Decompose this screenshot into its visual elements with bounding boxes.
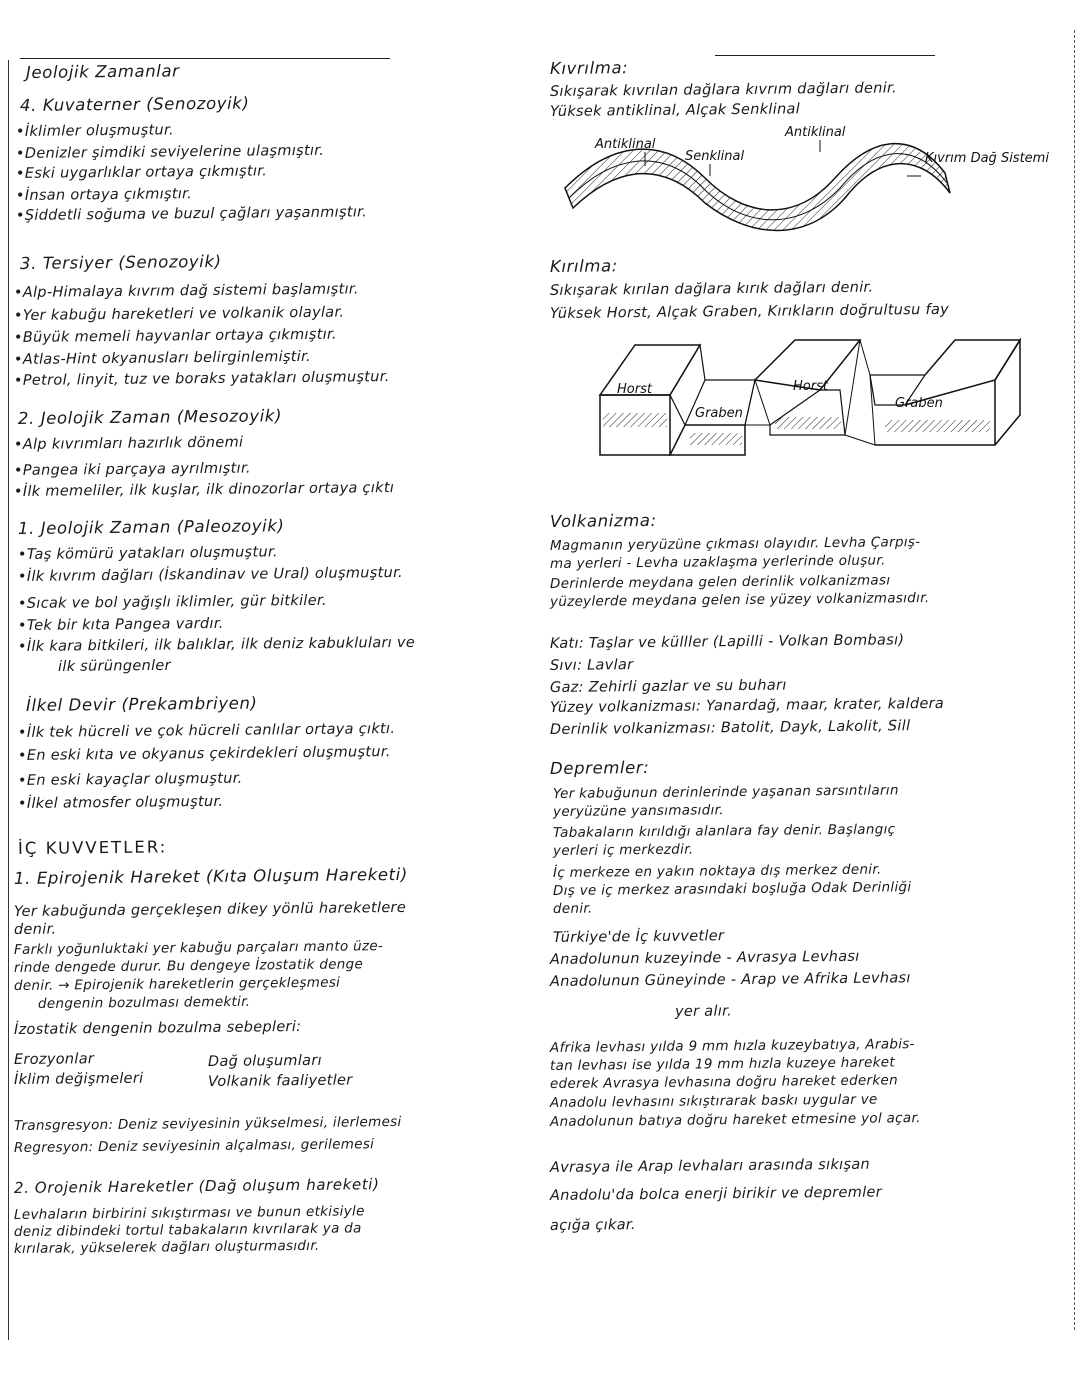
left-margin-line [8, 60, 9, 1340]
text-line: Sıkışarak kıvrılan dağlara kıvrım dağları denir. [549, 80, 897, 100]
text-line: Yer kabuğunda gerçekleşen dikey yönlü hareketlere [13, 899, 407, 920]
volcano-type: Sıvı: Lavlar [549, 657, 634, 674]
text-line: denir. → Epirojenik hareketlerin gerçekleşmesi [13, 974, 341, 994]
fold-label-system: Kıvrım Dağ Sistemi [925, 151, 1049, 166]
text-line: Avrasya ile Arap levhaları arasında sıkışan [549, 1156, 871, 1176]
kuvaterner-heading: 4. Kuvaterner (Senozoyik) [19, 93, 250, 115]
izo-cause: Volkanik faaliyetler [207, 1072, 353, 1090]
text-line: dengenin bozulması demektir. [37, 993, 251, 1012]
horst-label-1: Horst [617, 382, 652, 397]
volcano-type: Derinlik volkanizması: Batolit, Dayk, Lakolit, Sill [549, 718, 911, 738]
horst-graben-diagram [595, 335, 1025, 475]
fold-label-senklinal: Senklinal [685, 149, 745, 164]
text-line: Yer kabuğunun derinlerinde yaşanan sarsıntıların [552, 782, 899, 802]
list-item: •En eski kıta ve okyanus çekirdekleri oluşmuştur. [17, 744, 391, 764]
text-line: yer alır. [674, 1003, 733, 1020]
list-item: •Büyük memeli hayvanlar ortaya çıkmıştır. [13, 326, 337, 346]
text-line: yeryüzüne yansımasıdır. [552, 802, 724, 820]
volcano-type: Yüzey volkanizması: Yanardağ, maar, krater, kaldera [549, 695, 945, 716]
volcano-type: Katı: Taşlar ve külller (Lapilli - Volkan Bombası) [549, 632, 905, 652]
text-line: tan levhası ise yılda 19 mm hızla kuzeye hareket [549, 1054, 896, 1074]
text-line: açığa çıkar. [549, 1217, 636, 1234]
list-item: •İlk kıvrım dağları (İskandinav ve Ural) oluşmuştur. [17, 564, 404, 585]
izo-cause: Erozyonlar [13, 1051, 95, 1068]
paleozoyik-heading: 1. Jeolojik Zaman (Paleozoyik) [17, 516, 285, 538]
text-line: Levhaların birbirini sıkıştırması ve bunun etkisiyle [13, 1203, 365, 1223]
text-line: ederek Avrasya levhasına doğru hareket ederken [549, 1072, 899, 1092]
text-line: ma yerleri - Levha uzaklaşma yerlerinde oluşur. [549, 552, 886, 572]
text-line: Yüksek antiklinal, Alçak Senklinal [549, 101, 801, 120]
list-item: •Petrol, linyit, tuz ve boraks yatakları oluşmuştur. [13, 369, 390, 389]
depremler-heading: Depremler: [549, 757, 650, 778]
list-item: •En eski kayaçlar oluşmuştur. [17, 770, 243, 789]
list-item: •İklimler oluşmuştur. [15, 122, 174, 140]
text-line: Derinlerde meydana gelen derinlik volkanizması [549, 572, 891, 592]
orojenik-heading: 2. Orojenik Hareketler (Dağ oluşum hareketi) [13, 1175, 380, 1197]
text-line: Farklı yoğunluktaki yer kabuğu parçaları manto üze- [13, 938, 384, 958]
fold-label-antiklinal-2: Antiklinal [785, 125, 846, 140]
list-item: •İlk memeliler, ilk kuşlar, ilk dinozorlar ortaya çıktı [13, 480, 395, 500]
text-line: Sıkışarak kırılan dağlara kırık dağları denir. [549, 279, 874, 299]
text-line: Dış ve iç merkez arasındaki boşluğa Odak Derinliği [552, 879, 912, 899]
text-line: Tabakaların kırıldığı alanlara fay denir. Başlangıç [552, 821, 896, 841]
izo-cause: İklim değişmeleri [13, 1070, 144, 1088]
list-item: ilk sürüngenler [57, 657, 171, 675]
top-rule-right [715, 55, 935, 56]
list-item: •İnsan ortaya çıkmıştır. [15, 186, 193, 204]
tersiyer-heading: 3. Tersiyer (Senozoyik) [19, 251, 222, 273]
fold-diagram [555, 118, 1065, 238]
ic-kuvvetler-heading: İÇ KUVVETLER: [17, 837, 168, 858]
right-edge-line [1074, 30, 1075, 1330]
text-line: Magmanın yeryüzüne çıkması olayıdır. Levha Çarpış- [549, 534, 921, 554]
graben-label-2: Graben [895, 396, 943, 411]
izo-cause: Dağ oluşumları [207, 1052, 323, 1070]
epirojenik-heading: 1. Epirojenik Hareket (Kıta Oluşum Hareketi) [13, 864, 408, 888]
text-line: denir. [13, 921, 57, 938]
list-item: •İlk tek hücreli ve çok hücreli canlılar ortaya çıktı. [17, 721, 396, 741]
text-line: Türkiye'de İç kuvvetler [552, 928, 725, 946]
list-item: •Taş kömürü yatakları oluşmuştur. [17, 544, 278, 563]
list-item: •Eski uygarlıklar ortaya çıkmıştır. [15, 163, 268, 182]
text-line: Anadolu'da bolca enerji birikir ve depremler [549, 1184, 883, 1204]
list-item: •Yer kabuğu hareketleri ve volkanik olaylar. [13, 304, 345, 324]
list-item: •İlkel atmosfer oluşmuştur. [17, 793, 224, 812]
list-item: •Tek bir kıta Pangea vardır. [17, 615, 224, 634]
text-line: İç merkeze en yakın noktaya dış merkez denir. [552, 861, 882, 881]
kivrilma-heading: Kıvrılma: [549, 58, 629, 78]
page-title: Jeolojik Zamanlar [25, 61, 180, 82]
kirilma-heading: Kırılma: [549, 256, 619, 276]
text-line: Anadolunun Güneyinde - Arap ve Afrika Levhası [549, 970, 911, 990]
horst-label-2: Horst [793, 379, 828, 394]
text-line: rinde dengede durur. Bu dengeye İzostatik denge [13, 956, 364, 976]
list-item: •Alp kıvrımları hazırlık dönemi [13, 434, 244, 453]
text-line: yerleri iç merkezdir. [552, 841, 694, 859]
text-line: Yüksek Horst, Alçak Graben, Kırıkların doğrultusu fay [549, 301, 950, 322]
list-item: •Denizler şimdiki seviyelerine ulaşmıştır. [15, 142, 325, 162]
list-item: •İlk kara bitkileri, ilk balıklar, ilk deniz kabukluları ve [17, 634, 416, 655]
prekambriyen-heading: İlkel Devir (Prekambriyen) [25, 693, 258, 715]
text-line: deniz dibindeki tortul tabakaların kıvrılarak ya da [13, 1220, 362, 1240]
fold-layers [565, 144, 950, 231]
fold-label-antiklinal-1: Antiklinal [595, 137, 656, 152]
izostatik-heading: İzostatik dengenin bozulma sebepleri: [13, 1018, 302, 1038]
transgresyon-line: Transgresyon: Deniz seviyesinin yükselmesi, ilerlemesi [13, 1113, 402, 1134]
list-item: •Atlas-Hint okyanusları belirginlemiştir. [13, 348, 311, 368]
list-item: •Şiddetli soğuma ve buzul çağları yaşanmıştır. [15, 204, 368, 224]
text-line: Anadolu levhasını sıkıştırarak baskı uygular ve [549, 1091, 878, 1111]
text-line: Anadolunun batıya doğru hareket etmesine yol açar. [549, 1110, 921, 1130]
list-item: •Pangea iki parçaya ayrılmıştır. [13, 460, 251, 479]
list-item: •Sıcak ve bol yağışlı iklimler, gür bitkiler. [17, 592, 327, 612]
text-line: Anadolunun kuzeyinde - Avrasya Levhası [549, 948, 860, 968]
regresyon-line: Regresyon: Deniz seviyesinin alçalması, gerilemesi [13, 1136, 375, 1156]
graben-label-1: Graben [695, 406, 743, 421]
text-line: yüzeylerde meydana gelen ise yüzey volkanizmasıdır. [549, 590, 930, 610]
volcano-type: Gaz: Zehirli gazlar ve su buharı [549, 677, 787, 696]
text-line: denir. [552, 900, 593, 917]
text-line: Afrika levhası yılda 9 mm hızla kuzeybatıya, Arabis- [549, 1036, 915, 1056]
text-line: kırılarak, yükselerek dağları oluşturmasıdır. [13, 1237, 320, 1257]
top-rule-left [20, 58, 390, 59]
volkanizma-heading: Volkanizma: [549, 510, 657, 531]
list-item: •Alp-Himalaya kıvrım dağ sistemi başlamıştır. [13, 281, 359, 301]
mesozoyik-heading: 2. Jeolojik Zaman (Mesozoyik) [17, 406, 283, 428]
